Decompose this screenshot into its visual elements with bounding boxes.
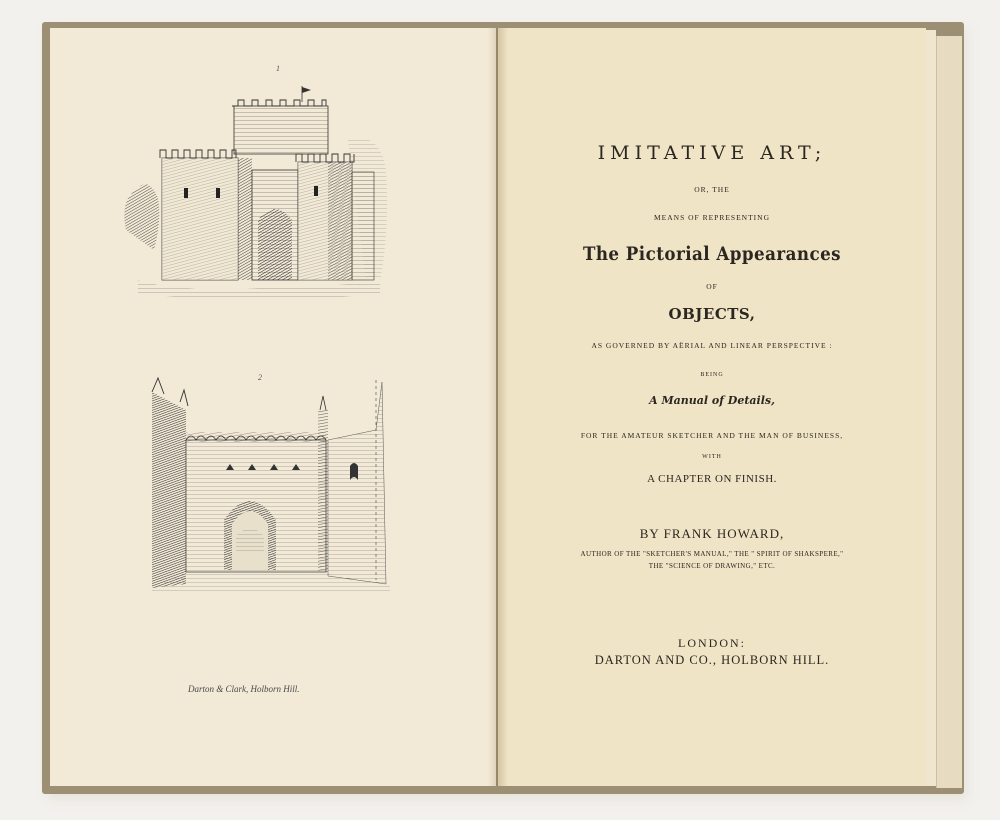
author-name: BY FRANK HOWARD, — [639, 526, 785, 541]
subtitle-pictorial: The Pictorial Appearances — [582, 243, 842, 265]
subtitle-being: BEING — [700, 372, 724, 378]
plate-number-2: 2 — [258, 373, 262, 382]
imprint-city: LONDON: — [678, 636, 746, 650]
subtitle-amateur: FOR THE AMATEUR SKETCHER AND THE MAN OF BUSINESS, — [580, 431, 844, 440]
cover-edge — [936, 36, 962, 788]
subtitle-or-the: OR, THE — [694, 185, 730, 194]
subtitle-with: WITH — [702, 454, 722, 460]
castle-engraving — [118, 80, 394, 305]
courtyard-gateway-engraving — [140, 370, 400, 600]
subtitle-means: MEANS OF REPRESENTING — [653, 213, 770, 222]
subtitle-governed: AS GOVERNED BY AËRIAL AND LINEAR PERSPECTIVE : — [591, 341, 833, 350]
subtitle-of: OF — [706, 282, 718, 291]
author-credits-line-2: THE "SCIENCE OF DRAWING," ETC. — [648, 562, 776, 570]
plate-imprint: Darton & Clark, Holborn Hill. — [188, 684, 300, 694]
subtitle-chapter: A CHAPTER ON FINISH. — [647, 473, 777, 485]
subtitle-manual: A Manual of Details, — [649, 394, 775, 407]
subtitle-objects: OBJECTS, — [668, 305, 756, 323]
imprint-publisher: DARTON AND CO., HOLBORN HILL. — [594, 653, 830, 667]
book-title: IMITATIVE ART; — [597, 142, 827, 164]
plate-number-1: 1 — [276, 64, 280, 73]
author-credits-line-1: AUTHOR OF THE "SKETCHER'S MANUAL," THE " SPIRIT OF SHAKSPERE," — [580, 550, 844, 558]
